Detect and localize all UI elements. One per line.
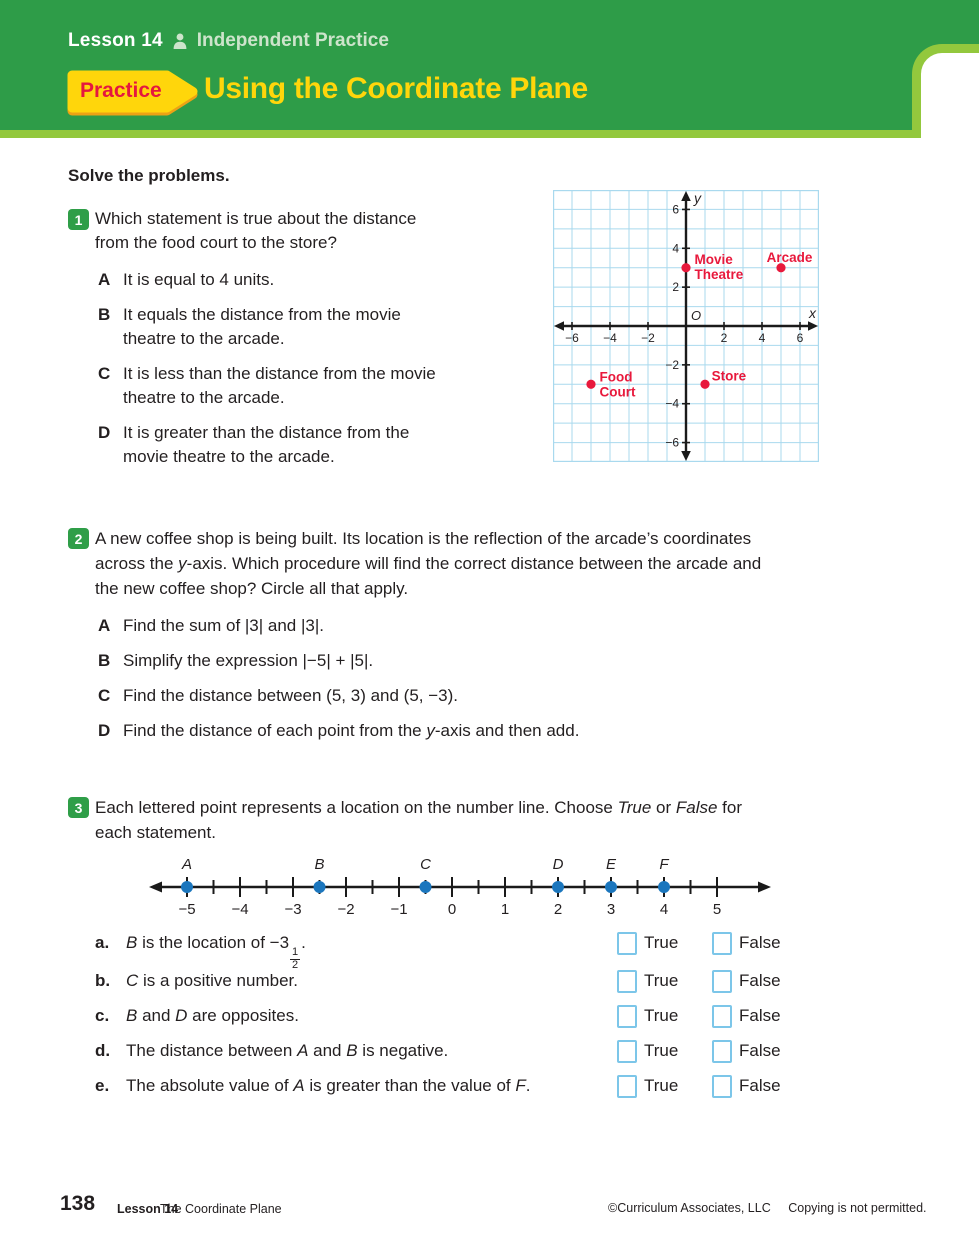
number-line-point-label: A <box>181 856 193 873</box>
choice-letter: B <box>98 651 111 670</box>
choice-text: theatre to the arcade. <box>123 329 285 348</box>
number-line-tick-label: −4 <box>231 901 249 918</box>
graph-point-label: Theatre <box>694 266 744 282</box>
true-label: True <box>644 1041 679 1060</box>
origin-label: O <box>691 308 702 323</box>
choice-text: Find the distance of each point from the y-axis and then add. <box>123 721 580 740</box>
false-label: False <box>739 933 781 952</box>
number-line-figure <box>140 842 780 922</box>
false-checkbox[interactable] <box>712 932 732 955</box>
copyright-text: ©Curriculum Associates, LLC <box>608 1201 771 1215</box>
choice-text: Find the sum of |3| and |3|. <box>123 616 324 635</box>
coordinate-plane-figure <box>553 190 819 462</box>
statement-letter: d. <box>95 1041 111 1060</box>
problem-1-badge: 1 <box>68 209 89 230</box>
problem-2-badge: 2 <box>68 528 89 549</box>
x-tick-label: −6 <box>565 331 579 345</box>
false-label: False <box>739 1076 781 1095</box>
number-line-tick-label: 0 <box>447 901 457 918</box>
question-line: across the y-axis. Which procedure will find the correct distance between the arcade and <box>95 554 762 573</box>
footer-lesson-label: Lesson 14 <box>117 1202 179 1216</box>
choice-letter: A <box>98 616 111 635</box>
statement-row-b <box>95 969 875 995</box>
false-label: False <box>739 1041 781 1060</box>
number-line-svg <box>140 842 780 922</box>
question-line: each statement. <box>95 823 216 842</box>
choice-text: Simplify the expression |−5| + |5|. <box>123 651 374 670</box>
number-line-point-E <box>605 881 617 893</box>
choice-letter: C <box>98 686 111 705</box>
graph-point-movie-theatre <box>681 263 690 272</box>
footer-lesson-title: The Coordinate Plane <box>160 1202 282 1216</box>
footer-copyright <box>608 1201 927 1215</box>
x-tick-label: 6 <box>796 331 804 345</box>
statement-text: B is the location of −3 $\frac{1}{2}$ . <box>126 933 306 971</box>
choice-text: It is equal to 4 units. <box>123 270 275 289</box>
false-checkbox[interactable] <box>712 1040 732 1063</box>
x-tick-label: 2 <box>720 331 728 345</box>
y-tick-label: −6 <box>665 435 679 450</box>
statement-row-d <box>95 1039 875 1065</box>
false-label: False <box>739 1006 781 1025</box>
true-label: True <box>644 933 679 952</box>
permission-text: Copying is not permitted. <box>788 1201 927 1215</box>
y-axis-label: y <box>694 190 701 206</box>
practice-badge <box>62 66 212 118</box>
number-line-tick-label: −3 <box>284 901 302 918</box>
statement-text: C is a positive number. <box>126 971 298 990</box>
choice-text: Find the distance between (5, 3) and (5, −3). <box>123 686 459 705</box>
statement-row-c <box>95 1004 875 1030</box>
graph-point-label: Food <box>599 369 633 385</box>
graph-point-label: Court <box>599 384 636 400</box>
graph-point-label: Movie <box>694 251 733 267</box>
instructions: Solve the problems. <box>68 166 230 185</box>
y-tick-label: 4 <box>672 241 679 256</box>
true-checkbox[interactable] <box>617 1075 637 1098</box>
statement-letter: c. <box>95 1006 110 1025</box>
choice-letter: C <box>98 364 111 383</box>
true-checkbox[interactable] <box>617 970 637 993</box>
true-label: True <box>644 1076 679 1095</box>
graph-point-store <box>700 380 709 389</box>
graph-point-label: Store <box>711 368 747 384</box>
choice-letter: D <box>98 721 111 740</box>
choice-letter: D <box>98 423 111 442</box>
statement-row-e <box>95 1074 875 1100</box>
false-checkbox[interactable] <box>712 1005 732 1028</box>
x-tick-label: 4 <box>758 331 766 345</box>
statement-letter: b. <box>95 971 111 990</box>
x-tick-label: −2 <box>641 331 655 345</box>
y-tick-label: −2 <box>665 357 679 372</box>
number-line-tick-label: 4 <box>659 901 669 918</box>
problem-3-badge: 3 <box>68 797 89 818</box>
practice-label: Practice <box>80 79 162 102</box>
choice-text: movie theatre to the arcade. <box>123 447 335 466</box>
false-checkbox[interactable] <box>712 1075 732 1098</box>
true-checkbox[interactable] <box>617 932 637 955</box>
question-line: A new coffee shop is being built. Its location is the reflection of the arcade’s coordinates <box>95 529 752 548</box>
statement-letter: a. <box>95 933 110 952</box>
problem-2-question <box>95 526 761 601</box>
number-line-tick-label: 3 <box>606 901 616 918</box>
choice-text: theatre to the arcade. <box>123 388 285 407</box>
number-line-point-label: C <box>420 856 431 873</box>
student-icon <box>172 32 188 50</box>
number-line-point-label: F <box>659 856 669 873</box>
question-line: Which statement is true about the distance <box>95 209 417 228</box>
coordinate-plane-svg <box>553 190 819 462</box>
true-label: True <box>644 1006 679 1025</box>
graph-point-label: Arcade <box>766 249 813 265</box>
problem-1-question <box>95 207 416 255</box>
number-line-point-label: D <box>552 856 564 873</box>
page-title: Using the Coordinate Plane <box>204 72 588 105</box>
number-line-tick-label: −2 <box>337 901 355 918</box>
number-line-tick-label: 2 <box>553 901 563 918</box>
statement-letter: e. <box>95 1076 110 1095</box>
number-line-point-C <box>420 881 432 893</box>
number-line-point-B <box>314 881 326 893</box>
banner-corner-notch <box>912 44 979 138</box>
y-tick-label: 6 <box>672 202 679 217</box>
false-checkbox[interactable] <box>712 970 732 993</box>
problem-3-question <box>95 795 742 845</box>
number-line-tick-label: 5 <box>712 901 722 918</box>
true-checkbox[interactable] <box>617 1005 637 1028</box>
x-tick-label: −4 <box>603 331 617 345</box>
statement-row-a <box>95 931 875 971</box>
true-checkbox[interactable] <box>617 1040 637 1063</box>
choice-text: It equals the distance from the movie <box>123 305 401 324</box>
banner-top-row <box>68 30 389 52</box>
statement-text: The distance between A and B is negative. <box>126 1041 449 1060</box>
page-number: 138 <box>60 1192 96 1215</box>
number-line-tick-label: −5 <box>178 901 196 918</box>
true-label: True <box>644 971 679 990</box>
statement-text: B and D are opposites. <box>126 1006 299 1025</box>
number-line-point-label: E <box>605 856 617 873</box>
x-axis-label: x <box>809 305 816 321</box>
false-label: False <box>739 971 781 990</box>
statement-text: The absolute value of A is greater than the value of F. <box>126 1076 531 1095</box>
number-line-point-F <box>658 881 670 893</box>
choice-text: It is less than the distance from the movie <box>123 364 436 383</box>
number-line-tick-label: 1 <box>500 901 510 918</box>
graph-point-food-court <box>586 380 595 389</box>
banner-bottom-edge <box>0 130 979 138</box>
question-line: the new coffee shop? Circle all that apply. <box>95 579 409 598</box>
choice-text: It is greater than the distance from the <box>123 423 410 442</box>
number-line-point-D <box>552 881 564 893</box>
number-line-tick-label: −1 <box>390 901 408 918</box>
independent-practice-label: Independent Practice <box>196 30 389 51</box>
number-line-point-A <box>181 881 193 893</box>
question-line: from the food court to the store? <box>95 233 337 252</box>
y-tick-label: −4 <box>665 396 679 411</box>
lesson-number-label: Lesson 14 <box>68 30 163 51</box>
choice-letter: A <box>98 270 111 289</box>
number-line-point-label: B <box>314 856 325 873</box>
choice-letter: B <box>98 305 111 324</box>
question-line: Each lettered point represents a location on the number line. Choose True or False for <box>95 798 743 817</box>
y-tick-label: 2 <box>672 280 679 295</box>
